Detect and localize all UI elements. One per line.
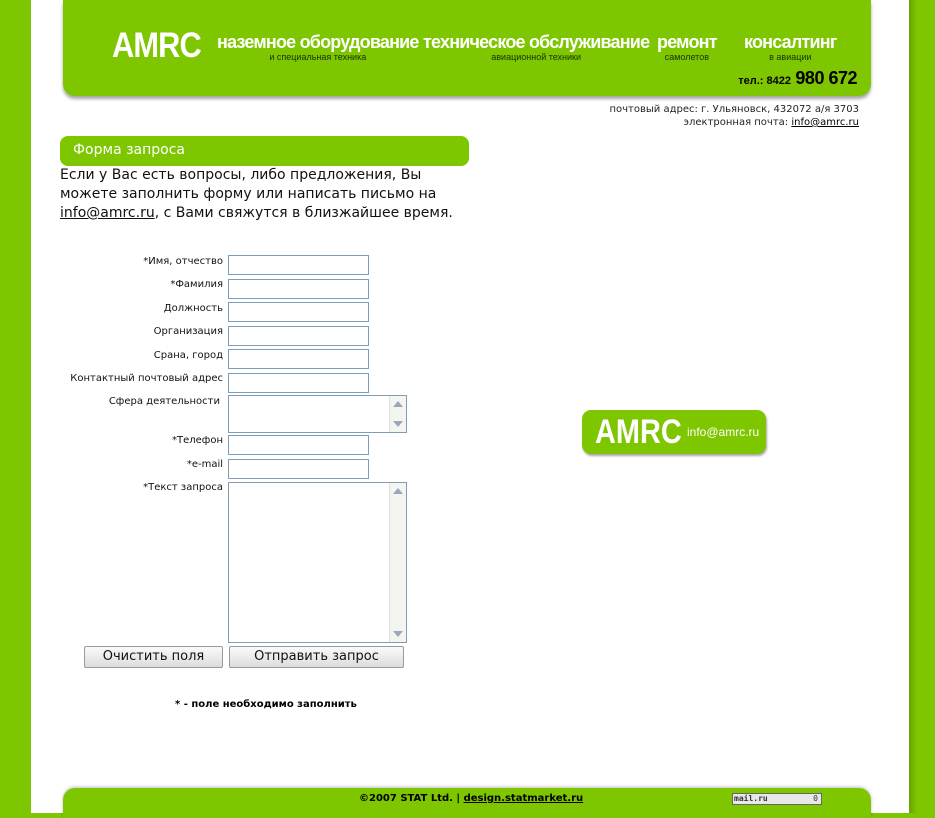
label-position: Должность xyxy=(163,303,223,314)
page-edge-shadow xyxy=(909,0,917,813)
contact-info xyxy=(609,103,859,129)
name-input[interactable] xyxy=(228,255,369,275)
nav-subtitle: авиационной техники xyxy=(491,52,582,62)
nav-consulting[interactable] xyxy=(744,32,837,63)
section-header xyxy=(60,136,469,166)
nav-subtitle: и специальная техника xyxy=(269,52,367,62)
design-link[interactable]: design.statmarket.ru xyxy=(463,793,584,804)
request-text-textarea[interactable] xyxy=(228,482,407,643)
nav-ground-equipment[interactable] xyxy=(217,32,419,63)
email-link[interactable]: info@amrc.ru xyxy=(791,117,859,128)
label-request-text: *Текст запроса xyxy=(143,482,223,493)
label-field-of-activity: Сфера деятельности xyxy=(108,396,220,407)
label-phone: *Телефон xyxy=(171,435,223,446)
badge-logo: AMRC xyxy=(595,413,682,451)
intro-before: Если у Вас есть вопросы, либо предложения, Вы можете заполнить форму или написать письмо на xyxy=(60,167,437,202)
counter-brand: mail.ru xyxy=(734,794,768,803)
scroll-down-icon[interactable] xyxy=(393,421,403,427)
postal-address: почтовый адрес: г. Ульяновск, 432072 а/я 3703 xyxy=(609,104,859,115)
required-note: * - поле необходимо заполнить xyxy=(175,699,357,710)
scroll-up-icon[interactable] xyxy=(393,488,403,494)
badge-email: info@amrc.ru xyxy=(687,425,760,439)
nav-subtitle: в авиации xyxy=(769,52,812,62)
contact-address-input[interactable] xyxy=(228,373,369,393)
country-city-input[interactable] xyxy=(228,349,369,369)
counter-value: 0 xyxy=(813,794,818,803)
nav-repair[interactable] xyxy=(657,32,717,63)
label-surname: *Фамилия xyxy=(170,279,223,290)
copyright-text: ©2007 STAT Ltd. | xyxy=(359,793,461,804)
site-header xyxy=(63,0,871,96)
nav-subtitle: самолетов xyxy=(664,52,709,62)
textarea-scrollbar[interactable] xyxy=(389,483,406,642)
phone-digits: 980 672 xyxy=(795,68,857,88)
surname-input[interactable] xyxy=(228,279,369,299)
nav-title: консалтинг xyxy=(744,32,837,52)
email-line xyxy=(609,116,859,129)
intro-text xyxy=(60,166,480,223)
scroll-up-icon[interactable] xyxy=(393,401,403,407)
organization-input[interactable] xyxy=(228,326,369,346)
label-country-city: Срана, город xyxy=(153,350,223,361)
field-of-activity-textarea[interactable] xyxy=(228,395,407,433)
nav-title: наземное оборудование xyxy=(217,32,419,52)
label-email: *e-mail xyxy=(186,459,223,470)
nav-title: ремонт xyxy=(657,32,717,52)
email-input[interactable] xyxy=(228,459,369,479)
section-title: Форма запроса xyxy=(73,142,185,158)
position-input[interactable] xyxy=(228,302,369,322)
nav-title: техническое обслуживание xyxy=(423,32,650,52)
submit-button[interactable]: Отправить запрос xyxy=(229,646,404,668)
mailru-counter[interactable] xyxy=(732,793,822,805)
phone-number xyxy=(738,68,857,89)
copyright xyxy=(359,793,583,804)
textarea-scrollbar[interactable] xyxy=(389,396,406,432)
nav-maintenance[interactable] xyxy=(423,32,649,63)
amrc-badge[interactable] xyxy=(582,410,766,454)
scroll-down-icon[interactable] xyxy=(393,631,403,637)
email-label: электронная почта: xyxy=(683,117,789,128)
site-footer xyxy=(63,788,871,818)
intro-email-link[interactable]: info@amrc.ru xyxy=(60,205,155,221)
label-organization: Организация xyxy=(153,326,223,337)
site-logo[interactable]: AMRC xyxy=(112,26,201,65)
clear-button[interactable]: Очистить поля xyxy=(84,646,223,668)
label-name: *Имя, отчество xyxy=(143,256,223,267)
phone-prefix: тел.: 8422 xyxy=(738,75,791,87)
label-contact-address: Контактный почтовый адрес xyxy=(70,373,223,384)
phone-input[interactable] xyxy=(228,435,369,455)
intro-after: , с Вами свяжутся в близжайшее время. xyxy=(154,205,453,221)
